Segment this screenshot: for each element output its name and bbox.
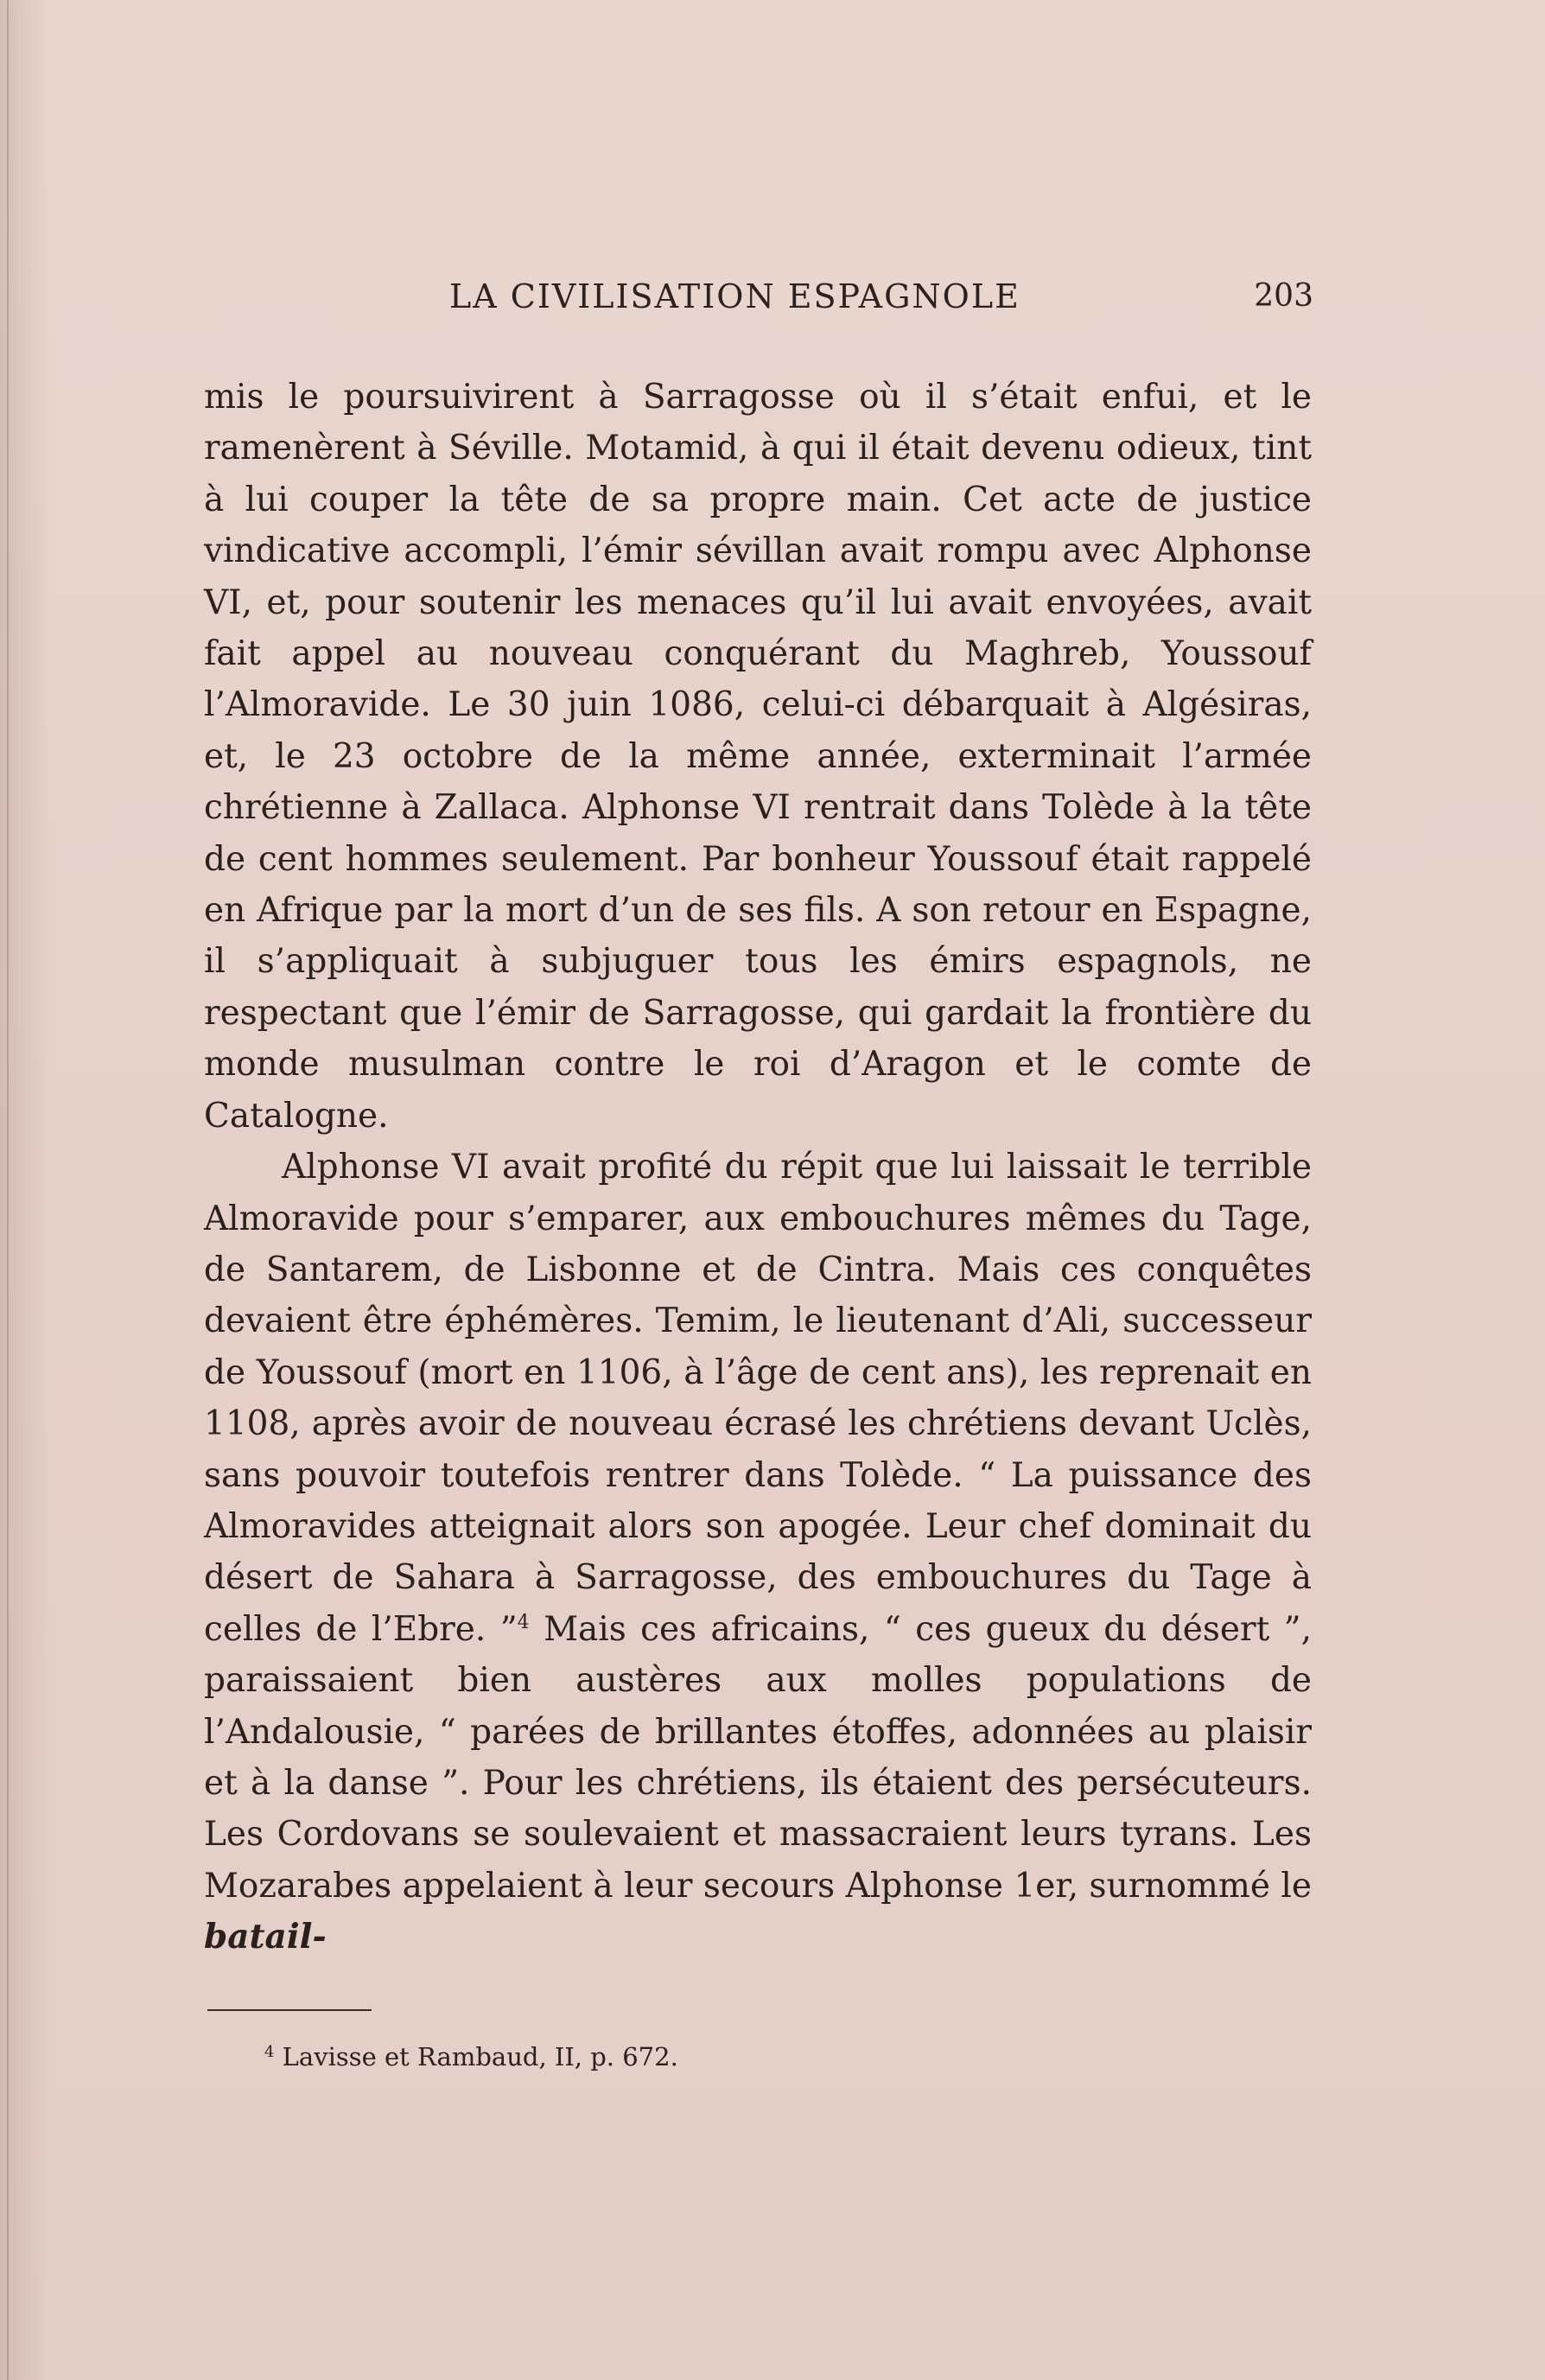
paragraph-1: mis le poursuivirent à Sarragosse où il s’était enfui, et le ramenèrent à Séville. Motamid, à qui il était devenu odieux, tint à lui couper la tête de sa propre main. Cet acte de justice vindicative accompli, l’émir sévillan avait rompu avec Alphonse VI, et, pour soutenir les menaces qu’il lui avait envoyées, avait fait appel au nouveau conquérant du Maghreb, Youssouf l’Almoravide. Le 30 juin 1086, celui-ci débarquait à Algésiras, et, le 23 octobre de la même année, exterminait l’armée chrétienne à Zallaca. Alphonse VI rentrait dans Tolède à la tête de cent hommes seulement. Par bonheur Youssouf était rappelé en Afrique par la mort d’un de ses fils. A son retour en Espagne, il s’appliquait à subjuguer tous les émirs espagnols, ne respectant que l’émir de Sarragosse, qui gardait la frontière du monde musulman contre le roi d’Aragon et le comte de Catalogne. (204, 378, 1312, 1136)
italic-word: batail- (204, 1917, 327, 1957)
page-number: 203 (1254, 278, 1313, 314)
footnote-marker: 4 (264, 2043, 275, 2061)
footnote-reference: 4 (517, 1611, 530, 1633)
page-header (199, 275, 1313, 318)
footnote-divider (207, 2009, 372, 2011)
footnote (264, 2040, 1215, 2074)
page-edge-shadow (7, 0, 9, 2380)
running-title: LA CIVILISATION ESPAGNOLE (449, 277, 1020, 315)
body-text (204, 372, 1312, 1963)
paragraph-2-part-2: Mais ces africains, “ ces gueux du désert ”, paraissaient bien austères aux molles populations de l’Andalousie, “ parées de brillantes étoffes, adonnées au plaisir et à la danse ”. Pour les chrétiens, ils étaient des persécuteurs. Les Cordovans se soulevaient et massacraient leurs tyrans. Les Mozarabes appelaient à leur secours Alphonse 1er, surnommé le (204, 1609, 1313, 1906)
footnote-text: Lavisse et Rambaud, II, p. 672. (274, 2042, 678, 2071)
paragraph-2-part-1: Alphonse VI avait profité du répit que lui laissait le terrible Almoravide pour s’emparer, aux embouchures mêmes du Tage, de Santarem, de Lisbonne et de Cintra. Mais ces conquêtes devaient être éphémères. Temim, le lieutenant d’Ali, successeur de Youssouf (mort en 1106, à l’âge de cent ans), les reprenait en 1108, après avoir de nouveau écrasé les chrétiens devant Uclès, sans pouvoir toutefois rentrer dans Tolède. “ La puissance des Almoravides atteignait alors son apogée. Leur chef dominait du désert de Sahara à Sarragosse, des embouchures du Tage à celles de l’Ebre. ” (204, 1148, 1312, 1649)
paragraph-2 (204, 1142, 1312, 1963)
